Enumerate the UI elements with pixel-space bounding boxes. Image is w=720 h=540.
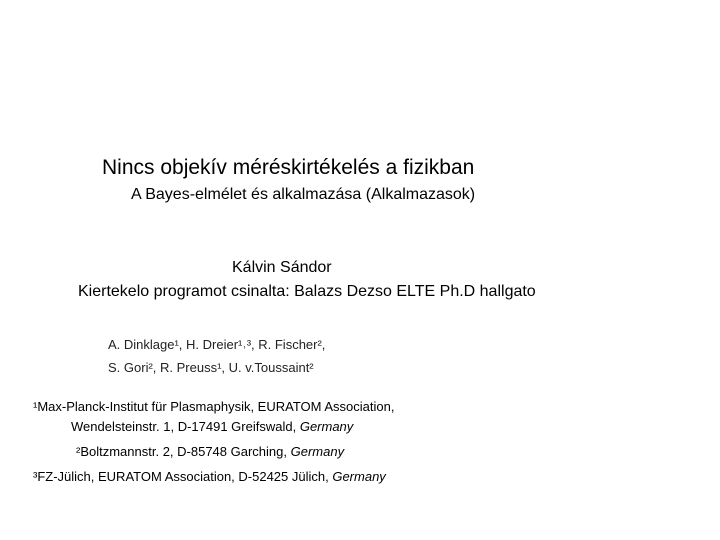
affiliation-3-address: ³FZ-Jülich, EURATOM Association, D-52425 Jülich, xyxy=(33,469,333,484)
affiliation-2-address: ²Boltzmannstr. 2, D-85748 Garching, xyxy=(76,444,291,459)
affiliation-1-address: Wendelsteinstr. 1, D-17491 Greifswald, xyxy=(71,419,300,434)
slide-title: Nincs objekív méréskirtékelés a fizikban xyxy=(102,156,475,179)
coauthors-line-2: S. Gori², R. Preuss¹, U. v.Toussaint² xyxy=(108,360,314,375)
affiliation-2 xyxy=(76,445,344,458)
affiliation-2-country: Germany xyxy=(290,444,345,459)
affiliation-1-country: Germany xyxy=(299,419,354,434)
program-credit: Kiertekelo programot csinalta: Balazs Dezso ELTE Ph.D hallgato xyxy=(78,283,536,300)
affiliation-1-line-1: ¹Max-Planck-Institut für Plasmaphysik, EURATOM Association, xyxy=(33,399,395,414)
affiliation-3-country: Germany xyxy=(332,469,386,484)
slide-subtitle: A Bayes-elmélet és alkalmazása (Alkalmazasok) xyxy=(131,186,476,203)
affiliation-1-line-2 xyxy=(71,420,353,433)
coauthors-line-1: A. Dinklage¹, H. Dreier¹˒³, R. Fischer², xyxy=(108,337,326,352)
author-name: Kálvin Sándor xyxy=(232,259,332,276)
affiliation-3 xyxy=(33,470,386,483)
